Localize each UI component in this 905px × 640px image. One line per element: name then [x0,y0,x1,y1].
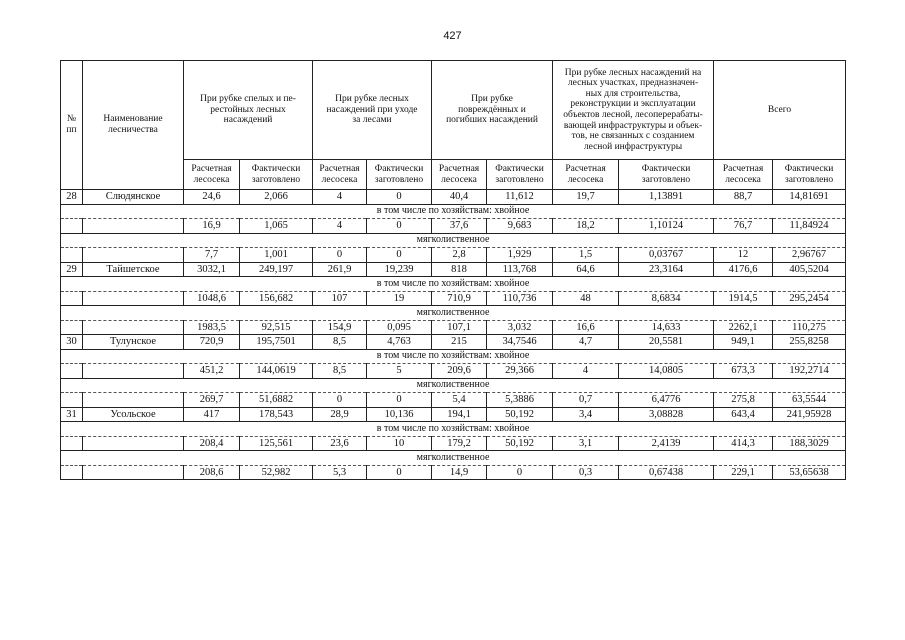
subheader-planned: Расчетная лесосека [432,160,487,190]
cell-value: 208,6 [184,465,240,480]
table-body [61,190,846,480]
cell-num [61,465,83,480]
cell-value: 110,275 [773,320,846,335]
cell-value: 295,2454 [773,291,846,306]
cell-num [61,248,83,263]
cell-num [61,219,83,234]
cell-value: 107,1 [432,320,487,335]
cell-value: 52,982 [240,465,313,480]
cell-value: 0 [313,248,367,263]
category-label: в том числе по хозяйствам: хвойное [61,204,846,219]
cell-value: 195,7501 [240,335,313,350]
cell-value: 14,0805 [619,364,714,379]
cell-value: 3032,1 [184,262,240,277]
cell-value: 209,6 [432,364,487,379]
cell-value: 414,3 [714,436,773,451]
col-header-name: Наименование лесничества [83,61,184,190]
subheader-actual: Фактически заготовлено [773,160,846,190]
category-label-row [61,306,846,321]
cell-value: 710,9 [432,291,487,306]
group-header-mature: При рубке спелых и пе- рестойных лесных насаждений [184,61,313,160]
cell-value: 2,8 [432,248,487,263]
cell-value: 720,9 [184,335,240,350]
cell-value: 8,5 [313,364,367,379]
cell-value: 16,6 [553,320,619,335]
cell-value: 11,612 [487,190,553,205]
cell-value: 14,9 [432,465,487,480]
cell-value: 8,6834 [619,291,714,306]
cell-value: 6,4776 [619,393,714,408]
cell-value: 50,192 [487,407,553,422]
cell-value: 10 [367,436,432,451]
forestry-row [61,262,846,277]
cell-value: 14,633 [619,320,714,335]
cell-num [61,393,83,408]
cell-value: 0 [313,393,367,408]
cell-value: 4 [313,219,367,234]
cell-value: 110,736 [487,291,553,306]
subheader-planned: Расчетная лесосека [714,160,773,190]
cell-value: 0,095 [367,320,432,335]
category-label-row [61,349,846,364]
cell-value: 194,1 [432,407,487,422]
cell-value: 19,239 [367,262,432,277]
cell-value: 11,84924 [773,219,846,234]
cell-value: 3,08828 [619,407,714,422]
cell-forestry-name [83,393,184,408]
cell-value: 5,3886 [487,393,553,408]
cell-value: 88,7 [714,190,773,205]
cell-value: 1,065 [240,219,313,234]
category-label: в том числе по хозяйствам: хвойное [61,277,846,292]
cell-value: 179,2 [432,436,487,451]
category-label: в том числе по хозяйствам: хвойное [61,349,846,364]
cell-num: 29 [61,262,83,277]
cell-value: 5,4 [432,393,487,408]
cell-num: 28 [61,190,83,205]
group-header-construction: При рубке лесных насаждений на лесных участках, предназначен- ных для строительства, реконструкции и эксплуатации объектов лесной, лесоперерабаты- вающей инфраструктуры и объек- тов, не связанных с созданием лесной инфраструктуры [553,61,714,160]
cell-value: 20,5581 [619,335,714,350]
cell-value: 16,9 [184,219,240,234]
cell-forestry-name [83,436,184,451]
cell-value: 2,4139 [619,436,714,451]
cell-value: 643,4 [714,407,773,422]
subheader-actual: Фактически заготовлено [487,160,553,190]
cell-value: 249,197 [240,262,313,277]
cell-value: 4,763 [367,335,432,350]
cell-forestry-name [83,320,184,335]
cell-value: 208,4 [184,436,240,451]
category-label: мягколиственное [61,451,846,466]
cell-value: 92,515 [240,320,313,335]
cell-value: 28,9 [313,407,367,422]
cell-value: 18,2 [553,219,619,234]
category-values-row [61,219,846,234]
subheader-planned: Расчетная лесосека [553,160,619,190]
cell-value: 125,561 [240,436,313,451]
group-header-damaged: При рубке повреждённых и погибших насаждений [432,61,553,160]
cell-value: 29,366 [487,364,553,379]
harvest-table [60,60,846,480]
cell-forestry-name [83,465,184,480]
cell-num: 31 [61,407,83,422]
subheader-actual: Фактически заготовлено [240,160,313,190]
cell-value: 3,032 [487,320,553,335]
cell-value: 4 [313,190,367,205]
cell-value: 19,7 [553,190,619,205]
group-header-care: При рубке лесных насаждений при уходе за лесами [313,61,432,160]
cell-value: 64,6 [553,262,619,277]
cell-value: 451,2 [184,364,240,379]
category-values-row [61,364,846,379]
forestry-row [61,407,846,422]
cell-num [61,436,83,451]
cell-value: 156,682 [240,291,313,306]
cell-value: 50,192 [487,436,553,451]
cell-value: 1,13891 [619,190,714,205]
cell-value: 3,4 [553,407,619,422]
cell-value: 113,768 [487,262,553,277]
cell-value: 40,4 [432,190,487,205]
category-values-row [61,393,846,408]
cell-value: 12 [714,248,773,263]
cell-value: 192,2714 [773,364,846,379]
category-label-row [61,204,846,219]
cell-value: 4,7 [553,335,619,350]
cell-num: 30 [61,335,83,350]
page-number: 427 [443,30,462,42]
cell-value: 154,9 [313,320,367,335]
category-values-row [61,465,846,480]
category-label-row [61,451,846,466]
subheader-planned: Расчетная лесосека [184,160,240,190]
forestry-row [61,190,846,205]
cell-value: 0,03767 [619,248,714,263]
cell-value: 241,95928 [773,407,846,422]
cell-value: 5 [367,364,432,379]
cell-value: 10,136 [367,407,432,422]
cell-value: 0 [367,393,432,408]
cell-value: 107 [313,291,367,306]
cell-value: 1983,5 [184,320,240,335]
cell-value: 3,1 [553,436,619,451]
cell-num [61,364,83,379]
cell-value: 5,3 [313,465,367,480]
category-values-row [61,436,846,451]
cell-value: 188,3029 [773,436,846,451]
cell-forestry-name: Тайшетское [83,262,184,277]
cell-value: 144,0619 [240,364,313,379]
cell-value: 0,67438 [619,465,714,480]
cell-value: 673,3 [714,364,773,379]
subheader-planned: Расчетная лесосека [313,160,367,190]
cell-value: 0 [487,465,553,480]
cell-value: 48 [553,291,619,306]
category-label: в том числе по хозяйствам: хвойное [61,422,846,437]
cell-value: 1,929 [487,248,553,263]
cell-value: 1,5 [553,248,619,263]
subheader-actual: Фактически заготовлено [367,160,432,190]
forestry-row [61,335,846,350]
cell-value: 255,8258 [773,335,846,350]
group-header-total: Всего [714,61,846,160]
cell-forestry-name [83,364,184,379]
cell-forestry-name: Слюдянское [83,190,184,205]
cell-value: 2,066 [240,190,313,205]
category-label: мягколиственное [61,233,846,248]
cell-value: 269,7 [184,393,240,408]
cell-value: 51,6882 [240,393,313,408]
cell-value: 1048,6 [184,291,240,306]
cell-num [61,320,83,335]
cell-value: 0 [367,219,432,234]
category-label-row [61,277,846,292]
cell-value: 76,7 [714,219,773,234]
cell-value: 23,3164 [619,262,714,277]
cell-value: 1,10124 [619,219,714,234]
cell-value: 0 [367,465,432,480]
cell-value: 405,5204 [773,262,846,277]
category-values-row [61,248,846,263]
cell-value: 1914,5 [714,291,773,306]
category-label: мягколиственное [61,378,846,393]
cell-value: 261,9 [313,262,367,277]
cell-value: 0 [367,190,432,205]
cell-value: 2262,1 [714,320,773,335]
cell-value: 178,543 [240,407,313,422]
cell-value: 0,3 [553,465,619,480]
cell-value: 9,683 [487,219,553,234]
cell-forestry-name [83,219,184,234]
cell-value: 23,6 [313,436,367,451]
cell-value: 63,5544 [773,393,846,408]
cell-value: 37,6 [432,219,487,234]
cell-forestry-name [83,291,184,306]
category-values-row [61,320,846,335]
category-label-row [61,378,846,393]
subheader-actual: Фактически заготовлено [619,160,714,190]
category-label-row [61,422,846,437]
cell-value: 2,96767 [773,248,846,263]
cell-num [61,291,83,306]
cell-value: 0 [367,248,432,263]
table-header [61,61,846,190]
cell-value: 8,5 [313,335,367,350]
cell-value: 818 [432,262,487,277]
cell-forestry-name: Усольское [83,407,184,422]
cell-value: 215 [432,335,487,350]
cell-value: 4 [553,364,619,379]
cell-value: 949,1 [714,335,773,350]
category-label: мягколиственное [61,306,846,321]
cell-value: 14,81691 [773,190,846,205]
col-header-num: № пп [61,61,83,190]
cell-value: 7,7 [184,248,240,263]
category-values-row [61,291,846,306]
cell-value: 53,65638 [773,465,846,480]
cell-value: 19 [367,291,432,306]
cell-value: 1,001 [240,248,313,263]
cell-value: 275,8 [714,393,773,408]
cell-value: 34,7546 [487,335,553,350]
category-label-row [61,233,846,248]
cell-value: 229,1 [714,465,773,480]
cell-value: 0,7 [553,393,619,408]
cell-forestry-name: Тулунское [83,335,184,350]
cell-value: 417 [184,407,240,422]
cell-value: 24,6 [184,190,240,205]
cell-forestry-name [83,248,184,263]
cell-value: 4176,6 [714,262,773,277]
